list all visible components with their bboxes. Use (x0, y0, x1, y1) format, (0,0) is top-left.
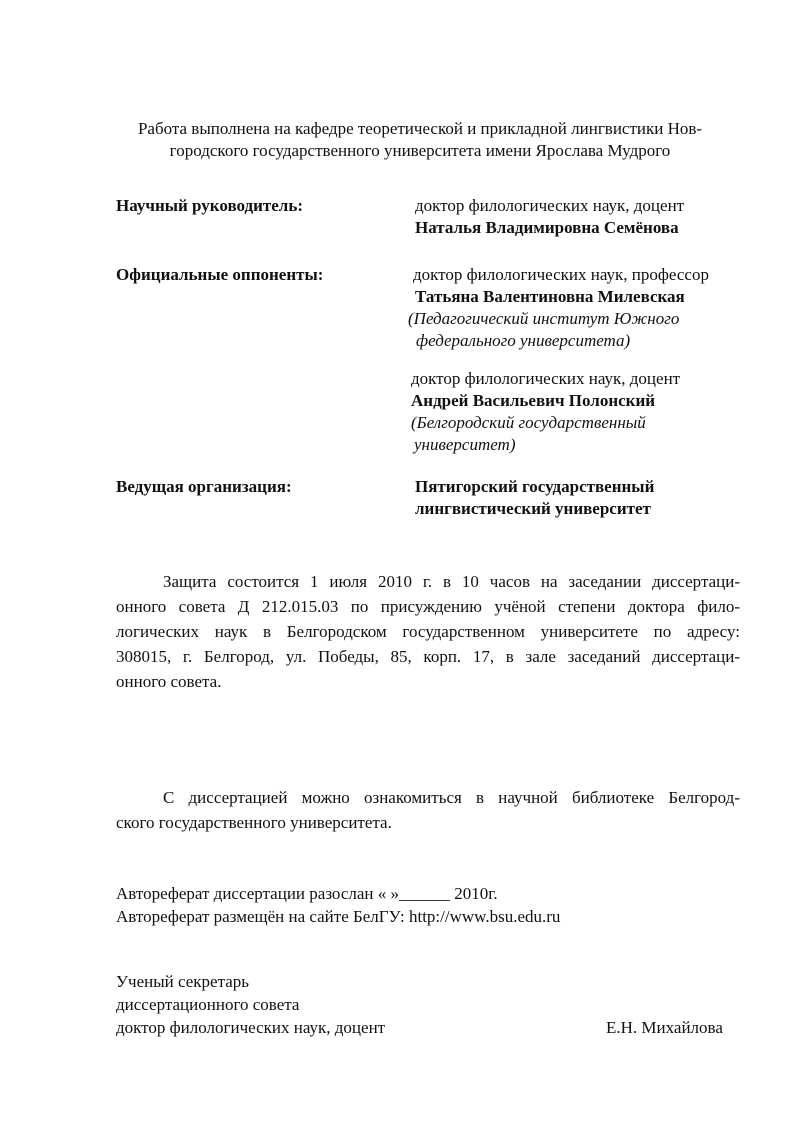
opponent-1-affiliation-line-2: федерального университета) (416, 331, 631, 350)
opponent-2-affiliation-line-2: университет) (414, 435, 516, 454)
leading-org-label: Ведущая организация: (116, 477, 292, 496)
library-line-1: С диссертацией можно ознакомиться в научной библиотеке Белгород- (163, 788, 740, 807)
supervisor-degree: доктор филологических наук, доцент (415, 196, 685, 215)
secretary-name: Е.Н. Михайлова (606, 1018, 723, 1037)
opponents-label: Официальные оппоненты: (116, 265, 324, 284)
defense-line-3: логических наук в Белгородском государственном университете по адресу: (116, 622, 740, 641)
secretary-title-line-3: доктор филологических наук, доцент (116, 1018, 386, 1037)
opponent-2-degree: доктор филологических наук, доцент (411, 369, 681, 388)
secretary-title-line-2: диссертационного совета (116, 995, 300, 1014)
abstract-distributed-line: Автореферат диссертации разослан « »______ 2010г. (116, 884, 498, 903)
secretary-title-line-1: Ученый секретарь (116, 972, 250, 991)
defense-line-4: 308015, г. Белгород, ул. Победы, 85, корп. 17, в зале заседаний диссертаци- (116, 647, 740, 666)
opponent-1-name: Татьяна Валентиновна Милевская (415, 287, 685, 306)
library-line-2: ского государственного университета. (116, 813, 392, 832)
supervisor-label: Научный руководитель: (116, 196, 303, 215)
supervisor-name: Наталья Владимировна Семёнова (415, 218, 679, 237)
opponent-1-degree: доктор филологических наук, профессор (413, 265, 709, 284)
opponent-2-name: Андрей Васильевич Полонский (411, 391, 656, 410)
header-line-2: городского государственного университета имени Ярослава Мудрого (169, 141, 671, 160)
abstract-website-line: Автореферат размещён на сайте БелГУ: http://www.bsu.edu.ru (116, 907, 561, 926)
header-line-1: Работа выполнена на кафедре теоретической и прикладной лингвистики Нов- (137, 119, 703, 138)
defense-line-2: онного совета Д 212.015.03 по присуждению учёной степени доктора фило- (116, 597, 740, 616)
defense-line-1: Защита состоится 1 июля 2010 г. в 10 часов на заседании диссертаци- (163, 572, 740, 591)
leading-org-name-line-1: Пятигорский государственный (415, 477, 655, 496)
opponent-2-affiliation-line-1: (Белгородский государственный (411, 413, 646, 432)
opponent-1-affiliation-line-1: (Педагогический институт Южного (408, 309, 680, 328)
defense-line-5: онного совета. (116, 672, 222, 691)
leading-org-name-line-2: лингвистический университет (415, 499, 651, 518)
